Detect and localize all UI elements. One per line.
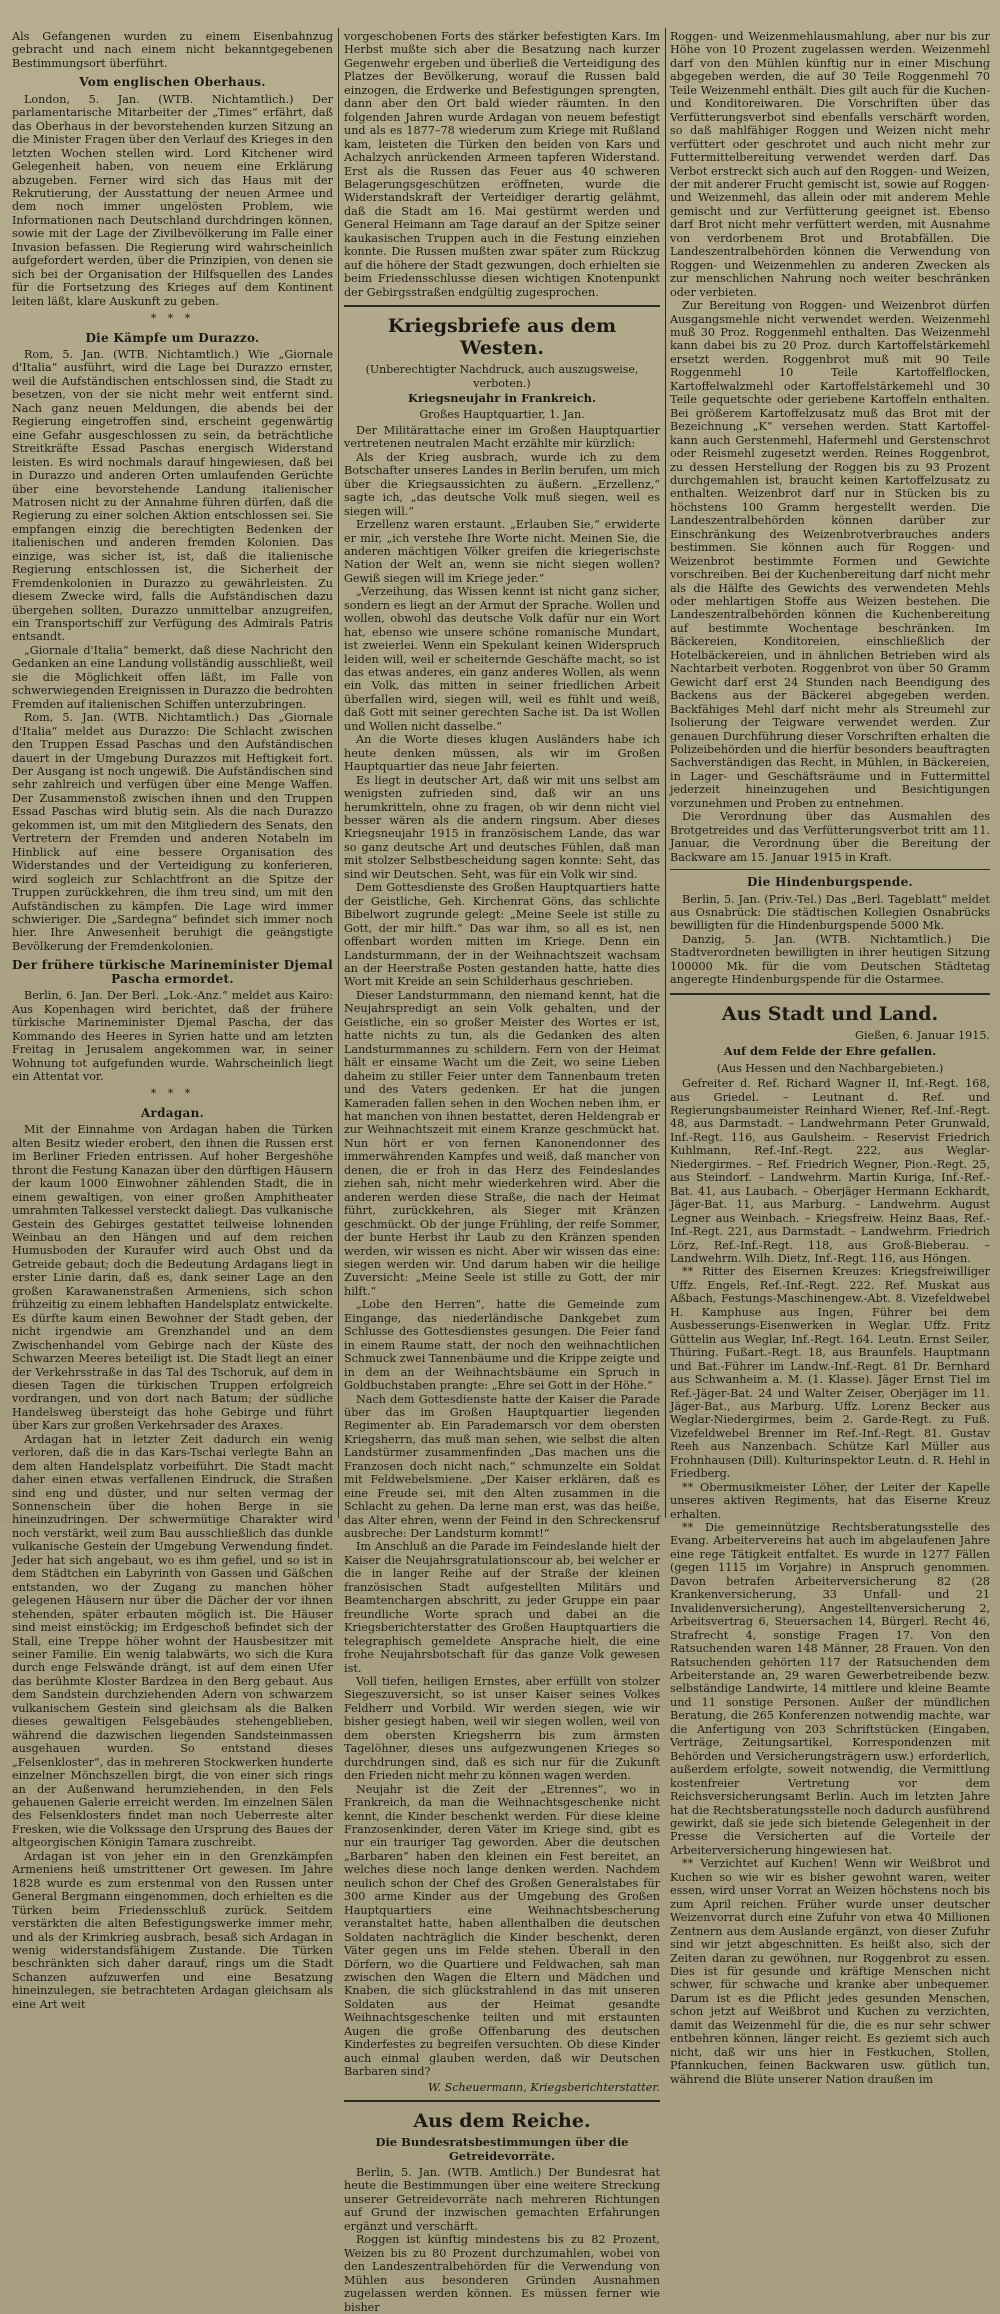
paragraph: Rom, 5. Jan. (WTB. Nichtamtlich.) Das „Giornale d'Italia“ meldet aus Durazzo: Die Schlacht zwischen den Truppen Essad Paschas und den Aufständischen dauert in der Umgebung Durazzos mit Heftigkeit fort. Der Ausgang ist noch ungewiß. Die Aufständischen sind sehr zahlreich und verfügen über eine Menge Waffen. Der Zusammenstoß zwischen ihnen und den Truppen Essad Paschas wird blutig sein. Als die nach Durazzo gekommen ist, um mit den Mitgliedern des Senats, den Vertretern der Fremden und anderen Notabeln im Hinblick auf eine bessere Organisation des Widerstandes und der Verteidigung zu konferieren, wird sogleich zur Schlachtfront an die Spitze der Truppen zurückkehren, die ihm treu sind, um mit den Aufständischen zu kämpfen. Die Lage wird immer schwieriger. Die „Sardegna“ befindet sich immer noch hier. Ihre Anwesenheit beruhigt die geängstigte Bevölkerung der Fremdenkolonien. — [12, 711, 333, 953]
paragraph: Roggen ist künftig mindestens bis zu 82 Prozent, Weizen bis zu 80 Prozent durchzumahlen, wobei von den Landeszentralbehörden für die Verwendung von Mühlen aus besonderen Gründen Ausnahmen zugelassen werden können. Es müssen ferner wie bisher — [344, 2233, 660, 2314]
subtitle: (Aus Hessen und den Nachbargebieten.) — [716, 1061, 944, 1075]
article-heading: Die Hindenburgspende. — [747, 875, 913, 890]
paragraph: London, 5. Jan. (WTB. Nichtamtlich.) Der parlamentarische Mitarbeiter der „Times“ erfährt, daß das Oberhaus in der bevorstehenden kurzen Sitzung an die Minister Fragen über den Verlauf des Krieges in den letzten Wochen stellen wird. Lord Kitchener wird Gelegenheit haben, von neuem eine Erklärung abzugeben. Ferner wird sich das Haus mit der Rekrutierung, der Ausstattung der neuen Armee und dem noch immer ungelösten Problem, wie Informationen nach Deutschland durchdringen können, sowie mit der Lage der Zivilbevölkerung im Falle einer Invasion befassen. Die Regierung wird wahrscheinlich aufgefordert werden, über die Prinzipien, von denen sie sich bei der Organisation der Hilfsquellen des Landes für die Fortsetzung des Krieges auf dem Kontinent leiten läßt, klare Auskunft zu geben. — [12, 92, 333, 308]
column-rule-left — [338, 28, 339, 1518]
paragraph: ** Die gemeinnützige Rechtsberatungsstelle des Evang. Arbeitervereins hat auch im abgelaufenen Jahre eine rege Tätigkeit entfaltet. Es wurde in 1277 Fällen (gegen 1115 im Vorjahre) in Anspruch genommen. Davon betrafen Arbeiterversicherung 82 (28 Krankenversicherung, 33 Unfall- und 21 Invalidenversicherung), Angestelltenversicherung 2, Arbeitsvertrag 6, Steuersachen 14, Bürgerl. Recht 46, Strafrecht 4, sonstige Fragen 17. Von den Ratsuchenden waren 148 Männer, 28 Frauen. Von den Ratsuchenden gehörten 117 der Ratsuchenden dem Arbeiterstande an, 29 waren Gewerbetreibende bezw. selbständige Landwirte, 14 mittlere und kleine Beamte und 11 sonstige Personen. Außer der mündlichen Beratung, die 265 Konferenzen notwendig machte, war die Anfertigung von 203 Schriftstücken (Eingaben, Verträge, Zeitungsartikel, Korrespondenzen mit Behörden und Versicherungsträgern usw.) erforderlich, außerdem erfolgte, soweit notwendig, die Vermittlung kostenfreier Vertretung vor dem Reichsversicherungsamt Berlin. Auch im letzten Jahre hat die Rechtsberatungsstelle noch dadurch ausführend gewirkt, daß sie jede sich bietende Gelegenheit in der Presse die Versicherten auf die Vorteile der Arbeiterversicherung hingewiesen hat. — [670, 1521, 990, 1857]
section-heading: Kriegsbriefe aus dem Westen. — [387, 315, 617, 360]
paragraph: ** Verzichtet auf Kuchen! Wenn wir Weißbrot und Kuchen so wie wir es bisher gewohnt waren, weiter essen, wird unser Vorrat an Weizen höchstens noch bis zum April reichen. Früher wurde unser deutscher Weizenvorrat durch eine Zufuhr von etwa 40 Millionen Zentnern aus dem Auslande ergänzt, von dieser Zufuhr sind wir jetzt abgeschnitten. Es heißt also, sich der Zeiten daran zu gewöhnen, nur Roggenbrot zu essen. Dies ist für gesunde und kräftige Menschen nicht schwer, für schwache und kranke aber unbequemer. Darum ist es die Pflicht jedes gesunden Menschen, schon jetzt auf Weißbrot und Kuchen zu verzichten, damit das Weizenmehl für die, die es nur sehr schwer entbehren können, länger reicht. Es geziemt sich auch nicht, daß wir uns hier in Festkuchen, Stollen, Pfannkuchen, feinen Backwaren usw. gütlich tun, während die Blüte unserer Nation draußen im — [670, 1857, 990, 2086]
paragraph: Voll tiefen, heiligen Ernstes, aber erfüllt von stolzer Siegeszuversicht, so ist unser Kaiser seines Volkes Feldherr und Vorbild. Wir werden siegen, wie wir bisher gesiegt haben, weil wir siegen wollen, weil von dem obersten Kriegsherrn bis zum ärmsten Tagelöhner, dieses uns aufgezwungenen Krieges so durchdrungen sind, daß es sich nur für die Zukunft den Frieden nicht mehr zu können wagen werden. — [344, 1675, 660, 1783]
paragraph: Der Militärattache einer im Großen Hauptquartier vertretenen neutralen Macht erzählte mir kürzlich: — [344, 423, 660, 451]
column-left — [12, 30, 333, 2011]
column-rule-right — [665, 28, 666, 1518]
paragraph: ** Ritter des Eisernen Kreuzes: Kriegsfreiwilliger Uffz. Engels, Ref.-Inf.-Regt. 222. Ref. Muskat aus Aßbach, Festungs-Maschinengew.-Abt. 8. Vizefeldwebel H. Kamphuse aus Ingen, Führer bei dem Ausbesserungs-Eisenwerken in Weglar. Uffz. Fritz Güttelin aus Weglar, Inf.-Regt. 164. Leutn. Ernst Seiler, Thüring. Fußart.-Regt. 18, aus Braunfels. Hauptmann und Bat.-Führer im Landw.-Inf.-Regt. 81 Dr. Bernhard aus Schwanheim a. M. (1. Klasse). Jäger Ernst Tiel im Ref.-Jäger-Bat. 24 und Walter Zeiser, Oberjäger im 11. Jäger-Bat., aus Marburg. Uffz. Lorenz Becker aus Weglar-Niedergirmes, beim 2. Garde-Regt. zu Fuß. Vizefeldwebel Brenner im Ref.-Inf.-Regt. 81. Gustav Reeh aus Nanzenbach. Schütze Karl Müller aus Frohnhausen (Dill). Kulturinspektor Leutn. d. R. Hehl in Friedberg. — [670, 1265, 990, 1481]
paragraph: Neujahr ist die Zeit der „Etrennes“, wo in Frankreich, da man die Weihnachtsgeschenke nicht kennt, die Kinder beschenkt werden. Für diese kleine Franzosenkinder, deren Väter im Kriege sind, gibt es nur ein trauriger Tag geworden. Aber die deutschen „Barbaren“ haben den kleinen ein Fest bereitet, an welches diese noch lange denken werden. Nachdem neulich schon der Chef des Großen Generalstabes für 300 arme Kinder aus der Umgebung des Großen Hauptquartiers eine Weihnachtsbescherung veranstaltet hatte, haben allenthalben die deutschen Soldaten nachträglich die Kinder beschenkt, deren Väter gegen uns im Felde stehen. Überall in den Dörfern, wo die Quartiere und Feldwachen, sah man zwischen den Wagen die Eltern und Mädchen und Knaben, die sich glückstrahlend in das mit unseren Soldaten aus der Heimat gesandte Weihnachtsgeschenke teilten und mit erstaunten Augen die große Offenbarung des deutschen Kinderfestes zu begreifen versuchten. Ob diese Kinder auch einmal glauben werden, daß wir Deutschen Barbaren sind? — [344, 1782, 660, 2079]
paragraph: ** Obermusikmeister Löher, der Leiter der Kapelle unseres aktiven Regiments, hat das Eiserne Kreuz erhalten. — [670, 1480, 990, 1521]
section-heading: Aus dem Reiche. — [413, 2110, 591, 2133]
paragraph: Roggen- und Weizenmehlausmahlung, aber nur bis zur Höhe von 10 Prozent zugelassen werden. Weizenmehl darf von den Mühlen künftig nur in einer Mischung abgegeben werden, die auf 30 Teile Roggenmehl 70 Teile Weizenmehl enthält. Dies gilt auch für die Kuchen- und Konditoreiwaren. Die Vorschriften über das Verfütterungsverbot sind ebenfalls verschärft worden, so daß mahlfähiger Roggen und Weizen nicht mehr verfüttert oder geschrotet und auch nicht mehr zur Futtermittelbereitung verwendet werden darf. Das Verbot erstreckt sich auch auf den Roggen- und Weizen, der mit anderer Frucht gemischt ist, sowie auf Roggen- und Weizenmehl, das allein oder mit anderem Mehle gemischt und zur Verfütterung geeignet ist. Ebenso darf Brot nicht mehr verfüttert werden, mit Ausnahme von verdorbenem Brot und Brotabfällen. Die Landeszentralbehörden können die Verwendung von Roggen- und Weizenmehlen zu anderen Zwecken als zur menschlichen Nahrung noch weiter beschränken oder verbieten. — [670, 30, 990, 299]
column-right — [670, 30, 990, 2086]
paragraph: Dieser Landsturmmann, den niemand kennt, hat die Neujahrspredigt an sein Volk gehalten, und der Geistliche, ein so großer Meister des Wortes er ist, hatte nichts zu tun, als die Gedanken des alten Landsturmmannes zu schildern. Fern von der Heimat hält er einsame Wacht um die Zeit, wo seine Lieben daheim zu stiller Feier unter dem Tannenbaum treten und des Vaters gedenken. Er hat die jungen Kameraden fallen sehen in den Wochen neben ihm, er hat manchen von ihnen bestattet, deren Heldengrab er zur Weihnachtszeit mit einem Kranze geschmückt hat. Nun hört er von fernen Kanonendonner des immerwährenden Kampfes und weiß, daß mancher von denen, die er froh in das Herz des Feindeslandes ziehen sah, nicht mehr wiederkehren wird. Aber die anderen werden diese Straße, die nach der Heimat führt, zurückkehren, als Sieger mit Kränzen geschmückt. Ob der junge Frühling, der reife Sommer, der bunte Herbst ihr Laub zu den Kränzen spenden werden, wir wissen es nicht. Aber wir wissen das eine: siegen werden wir. Und darum haben wir die heilige Zuversicht: „Meine Seele ist stille zu Gott, der mir hilft.“ — [344, 988, 660, 1298]
section-rule — [344, 305, 660, 307]
article-heading: Der frühere türkische Marineminister Djemal Pascha ermordet. — [12, 958, 333, 986]
paragraph: Zur Bereitung von Roggen- und Weizenbrot dürfen Ausgangsmehle nicht verwendet werden. Weizenmehl muß 30 Proz. Roggenmehl enthalten. Das Weizenmehl kann dabei bis zu 20 Proz. durch Kartoffelstärkemehl ersetzt werden. Roggenbrot muß mit 90 Teile Roggenmehl 10 Teile Kartoffelflocken, Kartoffelwalzmehl oder Kartoffelstärkemehl und 30 Teile gequetschte oder geriebene Kartoffeln enthalten. Bei größerem Kartoffelzusatz muß das Brot mit der Bezeichnung „K“ versehen werden. Statt Kartoffel- kann auch Gerstenmehl, Hafermehl und Gerstenschrot oder Reismehl zugesetzt werden. Reines Roggenbrot, zu dessen Herstellung der Roggen bis zu 93 Prozent durchgemahlen ist, braucht keinen Kartoffelzusatz zu enthalten. Weizenbrot darf nur in Stücken bis zu höchstens 100 Gramm hergestellt werden. Die Landeszentralbehörden können darüber zur Einschränkung des Weizenbrotverbrauches anders bestimmen. Sie können auch für Roggen- und Weizenbrot bestimmte Formen und Gewichte vorschreiben. Bei der Kuchenbereitung darf nicht mehr als die Hälfte des Gewichts des verwendeten Mehls oder mehlartigen Stoffe aus Weizen bestehen. Die Landeszentralbehörden können die Kuchenbereitung auf bestimmte Wochentage beschränken. Im Bäckereien, Konditoreien, einschließlich der Hotelbäckereien, und in ähnlichen Betrieben wird als Nachtarbeit verboten. Roggenbrot von über 50 Gramm Gewicht darf erst 24 Stunden nach Beendigung des Backens aus der Bäckerei abgegeben werden. Backfähiges Mehl darf nicht mehr als Streumehl zur Isolierung der Teigware verwendet werden. Zur genauen Durchführung dieser Vorschriften erhalten die Polizeibehörden und die hierfür besonders beauftragten Sachverständigen das Recht, in Mühlen, in Bäckereien, in Lager- und Geschäftsräume und in Futtermittel jederzeit hineinzugehen und Besichtigungen vorzunehmen und Proben zu entnehmen. — [670, 299, 990, 810]
paragraph: „Verzeihung, das Wissen kennt ist nicht ganz sicher, sondern es liegt an der Armut der Sprache. Wollen und wollen, obwohl das deutsche Volk dafür nur ein Wort hat, ebenso wie unsere schöne romanische Mundart, ist zweierlei. Wenn ein Spekulant keinen Widerspruch leiden will, weil er scheiternde Geschäfte macht, so ist das etwas anderes, ein ganz anderes Wollen, als wenn ein Volk, das mitten in seiner friedlichen Arbeit überfallen wird, siegen will, weil es fühlt und weiß, daß Gott mit seiner gerechten Sache ist. Da ist Wollen und Wollen nicht dasselbe.“ — [344, 585, 660, 733]
paragraph: Als Gefangenen wurden zu einem Eisenbahnzug gebracht und nach einem nicht bekanntgegebenen Bestimmungsort überführt. — [12, 30, 333, 70]
paragraph: An die Worte dieses klugen Ausländers habe ich heute denken müssen, als wir im Großen Hauptquartier das neue Jahr feierten. — [344, 733, 660, 774]
article-heading: Die Kämpfe um Durazzo. — [85, 330, 260, 345]
paragraph: Nach dem Gottesdienste hatte der Kaiser die Parade über das im Großen Hauptquartier liegenden Regimenter ab. Ein Parademarsch vor dem obersten Kriegsherrn, das muß man sehen, wie selbst die alten Landstürmer zusammenfinden „Das machen uns die Franzosen doch nicht nach,“ schmunzelte ein Soldat mit Feldwebelsmiene. „Der Kaiser erklären, daß es eine Freude sei, mit den Alten zusammen in die Schlacht zu gehen. Da lerne man erst, was das heiße, das Alter ehren, wenn der Feind in den Schreckensruf ausbreche: Der Landsturm kommt!“ — [344, 1392, 660, 1541]
paragraph: Berlin, 5. Jan. (Priv.-Tel.) Das „Berl. Tageblatt“ meldet aus Osnabrück: Die städtischen Kollegien Osnabrücks bewilligten für die Hindenburgspende 5000 Mk. — [670, 892, 990, 933]
paragraph: Dem Gottesdienste des Großen Hauptquartiers hatte der Geistliche, Geh. Kirchenrat Göns, das schlichte Bibelwort zugrunde gelegt: „Meine Seele ist stille zu Gott, der mir hilft.“ Das war ihm, so all es ist, nen offenbart worden mitten im Kriege. Denn ein Landsturmmann, der in der Weihnachtszeit wachsam an der Heerstraße Posten gestanden hatte, hatte dies Wort mit Kreide an sein Schilderhaus geschrieben. — [344, 881, 660, 989]
section-rule — [344, 2100, 660, 2102]
paragraph: Ardagan hat in letzter Zeit dadurch ein wenig verloren, daß die in das Kars-Tschai verlegte Bahn an dem alten Handelsplatz vorbeiführt. Die Stadt macht daher einen etwas verfallenen Eindruck, die Straßen sind eng und düster, und nur selten vermag der Sonnenschein über die hohen Berge in sie hineinzudringen. Der schwermütige Charakter wird noch verstärkt, weil zum Bau ausschließlich das dunkle vulkanische Gestein der Umgebung Verwendung findet. Jeder hat sich angebaut, wo es ihm gefiel, und so ist in dem Städtchen ein Labyrinth von Gassen und Gäßchen entstanden, wo der Zugang zu manchen höher gelegenen Häusern nur über die Dächer der vor ihnen stehenden, später erbauten möglich ist. Die Häuser sind meist einstöckig; im Erdgeschoß befindet sich der Stall, eine Treppe höher wohnt der Hausbesitzer mit seiner Familie. Ein wenig talabwärts, wo sich die Kura durch enge Felswände drängt, ist auf dem einen Ufer das berühmte Kloster Bardzea in den Berg gebaut. Aus dem Sandstein durchziehenden Adern von schwarzem vulkanischem Gestein sind gleichsam als die Balken dieses gewaltigen Felsgebäudes stehengeblieben, während die dazwischen liegenden Sandsteinmassen ausgehauen wurden. So entstand dieses „Felsenkloster“, das in mehreren Stockwerken hunderte einzelner Mönchszellen birgt, die von einer sich rings an der Außenwand herumziehenden, in den Fels gehauenen Galerie erreicht werden. Im einzelnen Sälen des Felsenklosters findet man noch Ueberreste alter Fresken, wie die Volkssage den Ursprung des Baues der altgeorgischen Königin Tamara zuschreibt. — [12, 1432, 333, 1850]
paragraph: Danzig, 5. Jan. (WTB. Nichtamtlich.) Die Stadtverordneten bewilligten in ihrer heutigen Sitzung 100000 Mk. für die vom Deutschen Städtetag angeregte Hindenburgspende für die Ostarmee. — [670, 932, 990, 987]
separator-stars: * * * — [150, 312, 195, 326]
separator-stars: * * * — [150, 1087, 195, 1101]
column-middle — [344, 30, 660, 2314]
byline: W. Scheuermann, Kriegsberichterstatter. — [427, 2080, 660, 2094]
paragraph: Berlin, 6. Jan. Der Berl. „Lok.-Anz.“ meldet aus Kairo: Aus Kopenhagen wird berichtet, daß der frühere türkische Marineminister Djemal Pascha, der das Kommando des Heeres in Syrien hatte und am letzten Freitag in Jerusalem angekommen war, in seiner Wohnung tot aufgefunden wurde. Wahrscheinlich liegt ein Attentat vor. — [12, 989, 333, 1083]
subtitle: Großes Hauptquartier, 1. Jan. — [419, 408, 585, 422]
paragraph: Mit der Einnahme von Ardagan haben die Türken alten Besitz wieder erobert, den ihnen die Russen erst im Berliner Frieden entrissen. Auf hoher Bergeshöhe thront die Festung Kanazan über den dürftigen Häusern der kaum 1000 Einwohner zählenden Stadt, die in einem gewaltigen, von einer großen Amphitheater umrahmten Talkessel versteckt daliegt. Das vulkanische Gestein des Gebirges gestattet teilweise lohnenden Weinbau an den Hängen und auf dem reichen Humusboden der Kuraufer wird auch Obst und da Getreide gebaut; doch die Bedeutung Ardagans liegt in erster Linie darin, daß es, dank seiner Lage an den großen Karawanenstraßen Armeniens, sich schon frühzeitig zu einem lebhaften Handelsplatz entwickelte. Es dürfte kaum einen Bewohner der Stadt geben, der nicht irgendwie am Grenzhandel und an dem Zwischenhandel vom Gebirge nach der Küste des Schwarzen Meeres beteiligt ist. Die Stadt liegt an einer der Verkehrsstraße in das Tal des Tschoruk, auf dem in diesen Tagen die türkischen Truppen erfolgreich vordrangen, und von dort nach Batum; der südliche Handelsweg übersteigt das hohe Gebirge und führt über Kars zur großen Verkehrsader des Araxes. — [12, 1123, 333, 1433]
subheading: Kriegsneujahr in Frankreich. — [408, 390, 596, 405]
paragraph: Als der Krieg ausbrach, wurde ich zu dem Botschafter unseres Landes in Berlin berufen, um mich über die Kriegsaussichten zu äußern. „Erzellenz,“ sagte ich, „das deutsche Volk muß siegen, weil es siegen will.“ — [344, 450, 660, 518]
paragraph: Rom, 5. Jan. (WTB. Nichtamtlich.) Wie „Giornale d'Italia“ ausführt, wird die Lage bei Durazzo ernster, weil die Aufständischen entschlossen sind, die Stadt zu besetzen, von der sie nicht mehr weit entfernt sind. Nach ganz neuen Meldungen, die abends bei der Regierung eingetroffen sind, erscheint gegenwärtig eine Gefahr ausgeschlossen zu sein, da beträchtliche Streitkräfte Essad Paschas energisch Widerstand leisten. Es wird nochmals darauf hingewiesen, daß bei in Durazzo und anderen Orten umlaufenden Gerüchte über eine bevorstehende Landung italienischer Matrosen nicht zu der Annahme führen dürfen, daß die Regierung zu einer solchen Aktion entschlossen sei. Sie empfangen einzig die berechtigten Bedenken der italienischen und anderen fremden Kolonien. Das einzige, was sicher ist, ist, daß die italienische Regierung entschlossen ist, die Sicherheit der Fremdenkolonien in Durazzo zu gewährleisten. Zu diesem Zwecke wird, falls die Aufständischen dazu übergehen sollten, Durazzo unmittelbar anzugreifen, ein Transportschiff zur Verfügung des Admirals Patris entsandt. — [12, 347, 333, 644]
paragraph: vorgeschobenen Forts des stärker befestigten Kars. Im Herbst mußte sich aber die Besatzung nach kurzer Gegenwehr ergeben und überließ die Verteidigung des Platzes der Bevölkerung, worauf die Russen bald einzogen, die Erdwerke und Befestigungen sprengten, dann aber den Ort bald wieder räumten. In den folgenden Jahren wurde Ardagan von neuem befestigt und als es 1877–78 wiederum zum Kriege mit Rußland kam, leisteten die Türken den beiden von Kars und Achalzych anrückenden Armeen tapferen Widerstand. Erst als die Russen das Feuer aus 40 schweren Belagerungsgeschützen eröffneten, wurde die Widerstandskraft der Verteidiger derartig gelähmt, daß die Stadt am 16. Mai gestürmt werden und General Heimann am Tage darauf an der Spitze seiner kaukasischen Truppen auch in die Festung einziehen konnte. Die Russen mußten zwar später zum Rückzug auf die höhere der Stadt gezwungen, doch erhielten sie beim Friedensschlusse diesen wichtigen Knotenpunkt der Gebirgsstraßen endgültig zugesprochen. — [344, 30, 660, 299]
paragraph: „Lobe den Herren“, hatte die Gemeinde zum Eingange, das niederländische Dankgebet zum Schlusse des Gottesdienstes gesungen. Die Feier fand in einem Raume statt, der noch den weihnachtlichen Schmuck zwei Tannenbäume und die Krippe zeigte und in dem an der Weihnachtsbäume ein Spruch in Goldbuchstaben prangte: „Ehre sei Gott in der Höhe.“ — [344, 1298, 660, 1393]
paragraph: Es liegt in deutscher Art, daß wir mit uns selbst am wenigsten zufrieden sind, daß wir an uns herumkritteln, ohne zu fragen, ob wir denn nicht viel besser wären als die andern ringsum. Aber dieses Kriegsneujahr 1915 in französischem Lande, das war so ganz deutsche Art und deutsches Fühlen, daß man mit stolzer Selbstbescheidung sagen konnte: Seht, das sind wir Deutschen. Seht, was für ein Volk wir sind. — [344, 773, 660, 881]
paragraph: Ardagan ist von jeher ein in den Grenzkämpfen Armeniens heiß umstrittener Ort gewesen. Im Jahre 1828 wurde es zum erstenmal von den Russen unter General Bergmann eingenommen, doch erhielten es die Türken beim Friedensschluß zurück. Seitdem verstärkten die alten Befestigungswerke immer mehr, und als der Krimkrieg ausbrach, besaß sich Ardagan in wenig widerstandsfähigem Zustande. Die Türken beschränkten sich daher darauf, rings um die Stadt Schanzen aufzuwerfen und eine Besatzung hineinzulegen, sie betrachteten Ardagan gleichsam als eine Art weit — [12, 1849, 333, 2011]
paragraph: Die Verordnung über das Ausmahlen des Brotgetreides und das Verfütterungsverbot tritt am 11. Januar, die Verordnung über die Bereitung der Backware am 15. Januar 1915 in Kraft. — [670, 810, 990, 864]
section-heading: Aus Stadt und Land. — [721, 1002, 939, 1025]
subheading: Auf dem Felde der Ehre gefallen. — [723, 1044, 937, 1059]
dateline: Gießen, 6. Januar 1915. — [855, 1028, 990, 1042]
article-heading: Vom englischen Oberhaus. — [79, 75, 266, 90]
paragraph: Im Anschluß an die Parade im Feindeslande hielt der Kaiser die Neujahrsgratulationscour ab, bei welcher er die in langer Reihe auf der Straße der kleinen französischen Stadt aufgestellten Militärs und Beamtenchargen abschritt, zu jeder Gruppe ein paar freundliche Worte sprach und dabei an die Kriegsberichterstatter des Großen Hauptquartiers die telegraphisch gemeldete Ansprache hielt, die eine frohe Neujahrsbotschaft für das ganze Volk gewesen ist. — [344, 1540, 660, 1675]
article-heading: Ardagan. — [140, 1105, 205, 1120]
paragraph: Berlin, 5. Jan. (WTB. Amtlich.) Der Bundesrat hat heute die Bestimmungen über eine weitere Streckung unserer Getreidevorräte nach mehreren Richtungen auf Grund der inzwischen gemachten Erfahrungen ergänzt und verschärft. — [344, 2165, 660, 2233]
subtitle: (Unberechtigter Nachdruck, auch auszugsweise, verboten.) — [365, 363, 639, 390]
paragraph: Erzellenz waren erstaunt. „Erlauben Sie,“ erwiderte er mir, „ich verstehe Ihre Worte nicht. Meinen Sie, die anderen mächtigen Völker greifen die kriegerischste Nation der Welt an, wenn sie nicht siegen wollen? Gewiß siegen will im Kriege jeder.“ — [344, 518, 660, 585]
thin-rule — [670, 869, 990, 870]
subheading: Die Bundesratsbestimmungen über die Getreidevorräte. — [375, 2135, 629, 2163]
paragraph: Gefreiter d. Ref. Richard Wagner II, Inf.-Regt. 168, aus Griedel. – Leutnant d. Ref. und Regierungsbaumeister Reinhard Wiener, Ref.-Inf.-Regt. 48, aus Darmstadt. – Landwehrmann Peter Grunwald, Inf.-Regt. 116, aus Gaulsheim. – Reservist Friedrich Kuhlmann, Ref.-Inf.-Regt. 222, aus Weglar-Niedergirmes. – Ref. Friedrich Wegner, Pion.-Regt. 25, aus Steindorf. – Landwehrm. Martin Kuriga, Inf.-Ref.-Bat. 41, aus Laubach. – Oberjäger Hermann Eckhardt, Jäger-Bat. 11, aus Marburg. – Landwehrm. August Legner aus Weinbach. – Kriegsfreiw. Heinz Baas, Ref.-Inf.-Regt. 221, aus Darmstadt. – Landwehrm. Friedrich Lörz, Ref.-Inf.-Regt. 118, aus Groß-Bieberau. – Landwehrm. Wilh. Dietz, Inf.-Regt. 116, aus Höngen. — [670, 1077, 990, 1265]
section-rule — [670, 993, 990, 995]
paragraph: „Giornale d'Italia“ bemerkt, daß diese Nachricht den Gedanken an eine Landung vollständig ausschließt, weil sie die Möglichkeit offen läßt, im Falle von schwerwiegenden Ereignissen in Durazzo die bedrohten Fremden auf italienischen Schiffen unterzubringen. — [12, 643, 333, 711]
